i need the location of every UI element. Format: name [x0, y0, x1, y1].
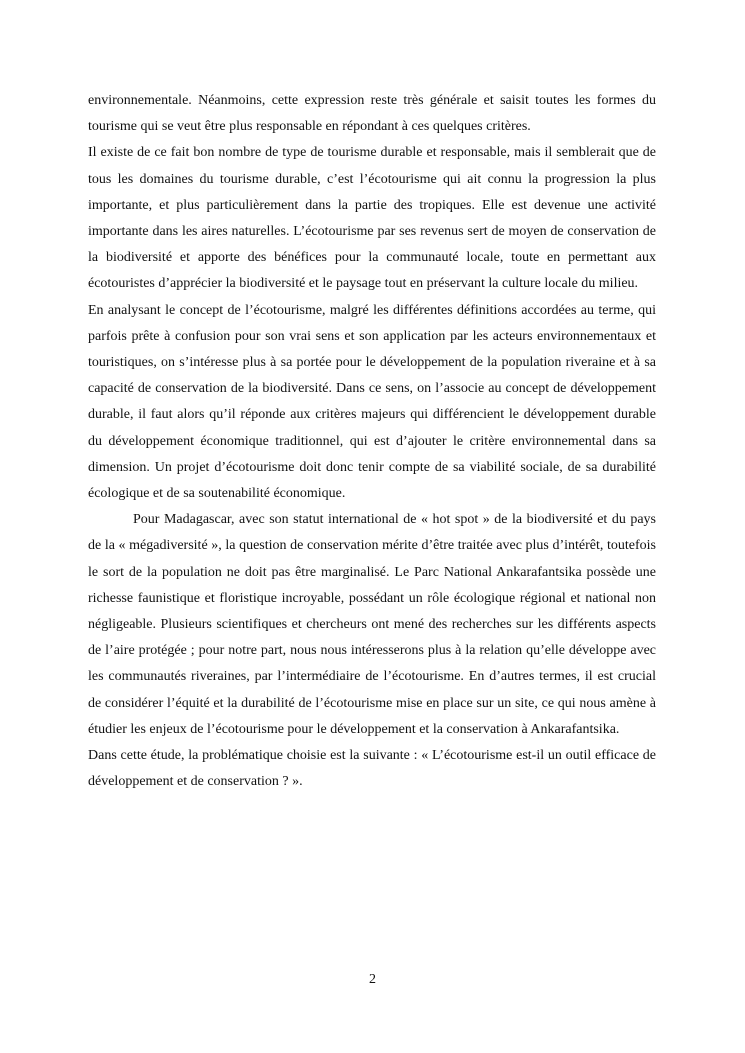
paragraph-madagascar: Pour Madagascar, avec son statut international de « hot spot » de la biodiversité et du pays de la « mégadiversité », la question de conservation mérite d’être traitée avec plus d’intérêt, toutefois le sort de la population ne doit pas être marginalisé. Le Parc National Ankarafantsika possède une richesse faunistique et floristique incroyable, possédant un rôle écologique régional et national non négligeable. Plusieurs scientifiques et chercheurs ont mené des recherches sur les différents aspects de l’aire protégée ; pour notre part, nous nous intéresserons plus à la relation qu’elle développe avec les communautés riveraines, par l’intermédiaire de l’écotourisme. En d’autres termes, il est crucial de considérer l’équité et la durabilité de l’écotourisme mise en place sur un site, ce qui nous amène à étudier les enjeux de l’écotourisme pour le développement et la conservation à Ankarafantsika.	[88, 512, 656, 737]
paragraph-problematique: Dans cette étude, la problématique choisie est la suivante : « L’écotourisme est-il un outil efficace de développement et de conservation ? ».	[88, 748, 656, 790]
paragraph-concept-ecotourisme: En analysant le concept de l’écotourisme, malgré les différentes définitions accordées au terme, qui parfois prête à confusion pour son vrai sens et son application par les acteurs environnementaux et touristiques, on s’intéresse plus à sa portée pour le développement de la population riveraine et à sa capacité de conservation de la biodiversité. Dans ce sens, on l’associe au concept de développement durable, il faut alors qu’il réponde aux critères majeurs qui différencient le développement durable du développement économique traditionnel, qui est d’ajouter le critère environnemental dans sa dimension. Un projet d’écotourisme doit donc tenir compte de sa viabilité sociale, de sa durabilité écologique et de sa soutenabilité économique.	[88, 302, 656, 502]
page-number: 2	[369, 972, 376, 987]
paragraph-tourisme-responsable: environnementale. Néanmoins, cette expression reste très générale et saisit toutes les formes du tourisme qui se veut être plus responsable en répondant à ces quelques critères.	[88, 93, 656, 135]
paragraph-ecotourisme-progression: Il existe de ce fait bon nombre de type de tourisme durable et responsable, mais il semblerait que de tous les domaines du tourisme durable, c’est l’écotourisme qui ait connu la progression la plus importante, et plus particulièrement dans la partie des tropiques. Elle est devenue une activité importante dans les aires naturelles. L’écotourisme par ses revenus sert de moyen de conservation de la biodiversité et apporte des bénéfices pour la communauté locale, toute en permettant aux écotouristes d’apprécier la biodiversité et le paysage tout en préservant la culture locale du milieu.	[88, 145, 656, 292]
body-text	[88, 88, 656, 795]
